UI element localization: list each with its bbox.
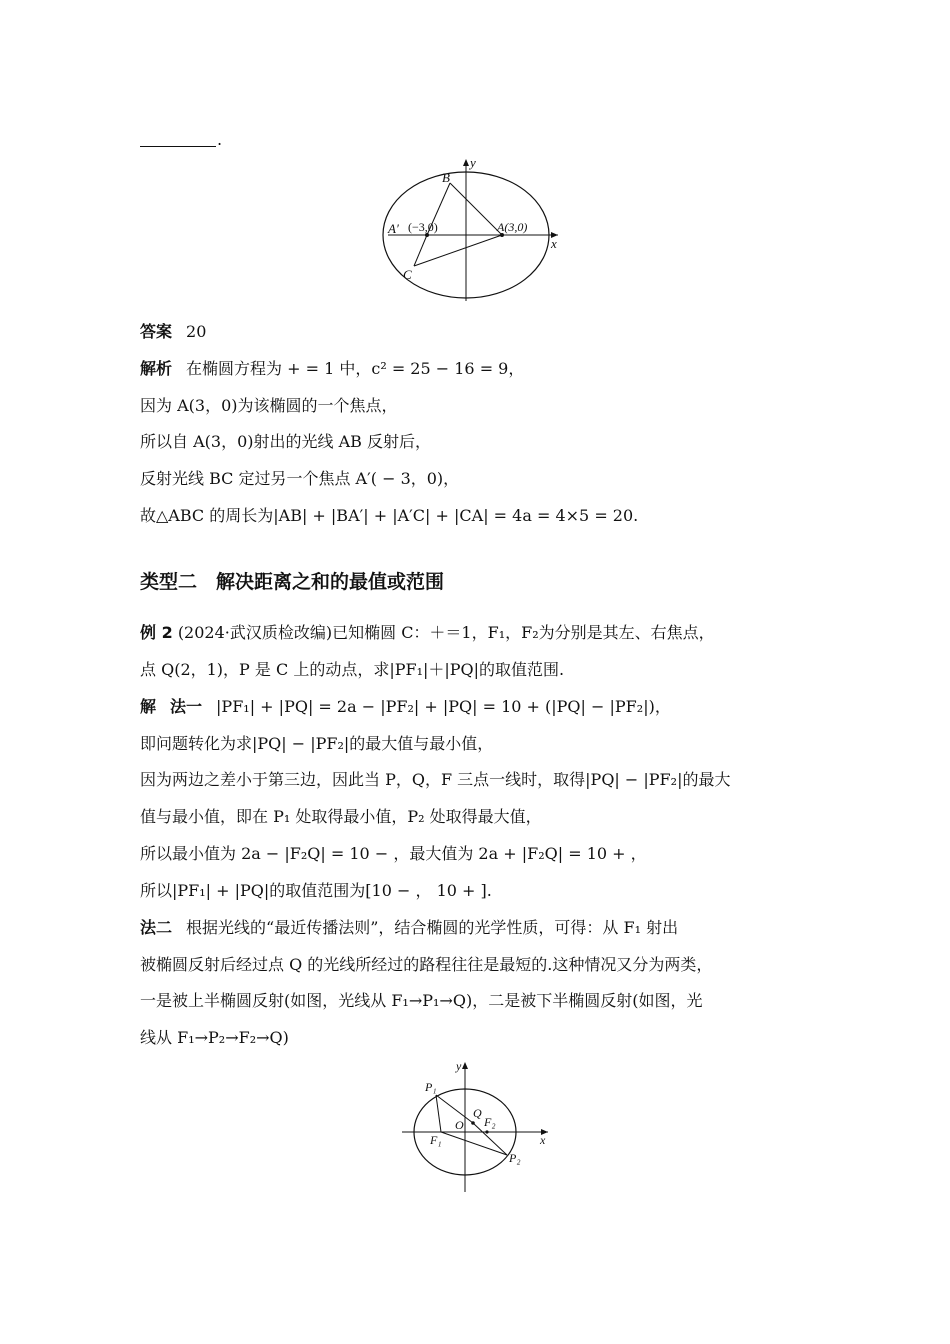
solution-label: 解 (140, 697, 157, 716)
answer-label: 答案 (140, 322, 173, 341)
method1-label: 法一 (170, 697, 203, 716)
fig1-label-a-prime: A′ (388, 221, 399, 236)
fig2-label-x: x (540, 1133, 546, 1147)
fig2-label-q: Q (473, 1106, 482, 1120)
fig2-label-p2: P₂ (509, 1151, 521, 1165)
method2-line-1 (140, 917, 678, 939)
figure-ellipse-reflection (398, 1058, 558, 1196)
analysis-label: 解析 (140, 359, 173, 378)
answer-blank-line (140, 132, 216, 147)
fig1-label-a-prime-coord: (−3,0) (408, 220, 438, 234)
example-label: 例 2 (140, 623, 173, 642)
solution-line-4: 值与最小值，即在 P₁ 处取得最小值，P₂ 处取得最大值， (140, 807, 542, 826)
example-text-1: (2024·武汉质检改编)已知椭圆 C：＋＝1，F₁，F₂为分别是其左、右焦点， (177, 623, 715, 642)
method2-label: 法二 (140, 918, 173, 937)
analysis-text-1: 在椭圆方程为 + = 1 中，c² = 25 − 16 = 9， (186, 359, 525, 378)
answer-line (140, 321, 206, 343)
solution-line-3: 因为两边之差小于第三边，因此当 P，Q，F 三点一线时，取得|PQ| − |PF₂|的最大 (140, 770, 731, 789)
fig1-label-c: C (403, 267, 412, 282)
method2-line-2: 被椭圆反射后经过点 Q 的光线所经过的路程往往是最短的.这种情况又分为两类， (140, 955, 713, 974)
method2-line-4: 线从 F₁→P₂→F₂→Q) (140, 1028, 289, 1047)
solution-line-2: 即问题转化为求|PQ| − |PF₂|的最大值与最小值， (140, 734, 494, 753)
fig1-label-a: A(3,0) (497, 220, 528, 234)
fig1-label-x: x (551, 236, 557, 251)
blank-period: . (217, 130, 223, 149)
fig2-label-f2: F₂ (484, 1115, 496, 1129)
analysis-line-2: 因为 A(3，0)为该椭圆的一个焦点， (140, 396, 398, 415)
fig2-label-o: O (455, 1118, 464, 1132)
example-line-1 (140, 622, 715, 644)
solution-line-1 (140, 696, 671, 718)
analysis-line-4: 反射光线 BC 定过另一个焦点 A′( − 3，0)， (140, 469, 460, 488)
example-line-2: 点 Q(2，1)，P 是 C 上的动点，求|PF₁|＋|PQ|的取值范围. (140, 660, 565, 679)
fig2-label-y: y (456, 1059, 462, 1073)
fig2-label-p1: P₁ (425, 1080, 437, 1094)
solution-line-6: 所以|PF₁| + |PQ|的取值范围为[10 − ， 10 + ]. (140, 881, 492, 900)
analysis-line-5: 故△ABC 的周长为|AB| + |BA′| + |A′C| + |CA| = 4a = 4×5 = 20. (140, 506, 639, 525)
answer-value: 20 (186, 322, 207, 341)
method2-text-1: 根据光线的“最近传播法则”，结合椭圆的光学性质，可得：从 F₁ 射出 (186, 918, 679, 937)
analysis-line-1 (140, 358, 524, 380)
fig2-label-f1: F₁ (430, 1133, 442, 1147)
fig1-label-y: y (470, 155, 476, 170)
analysis-line-3: 所以自 A(3，0)射出的光线 AB 反射后， (140, 432, 431, 451)
fig1-label-b: B (442, 170, 450, 185)
solution-line-5: 所以最小值为 2a − |F₂Q| = 10 − ，最大值为 2a + |F₂Q| = 10 + ， (140, 844, 647, 863)
figure-ellipse-triangle (380, 155, 570, 305)
solution-text-1: |PF₁| + |PQ| = 2a − |PF₂| + |PQ| = 10 + (|PQ| − |PF₂|)， (216, 697, 671, 716)
method2-line-3: 一是被上半椭圆反射(如图，光线从 F₁→P₁→Q)，二是被下半椭圆反射(如图，光 (140, 991, 703, 1010)
section-title: 类型二 解决距离之和的最值或范围 (140, 571, 445, 593)
